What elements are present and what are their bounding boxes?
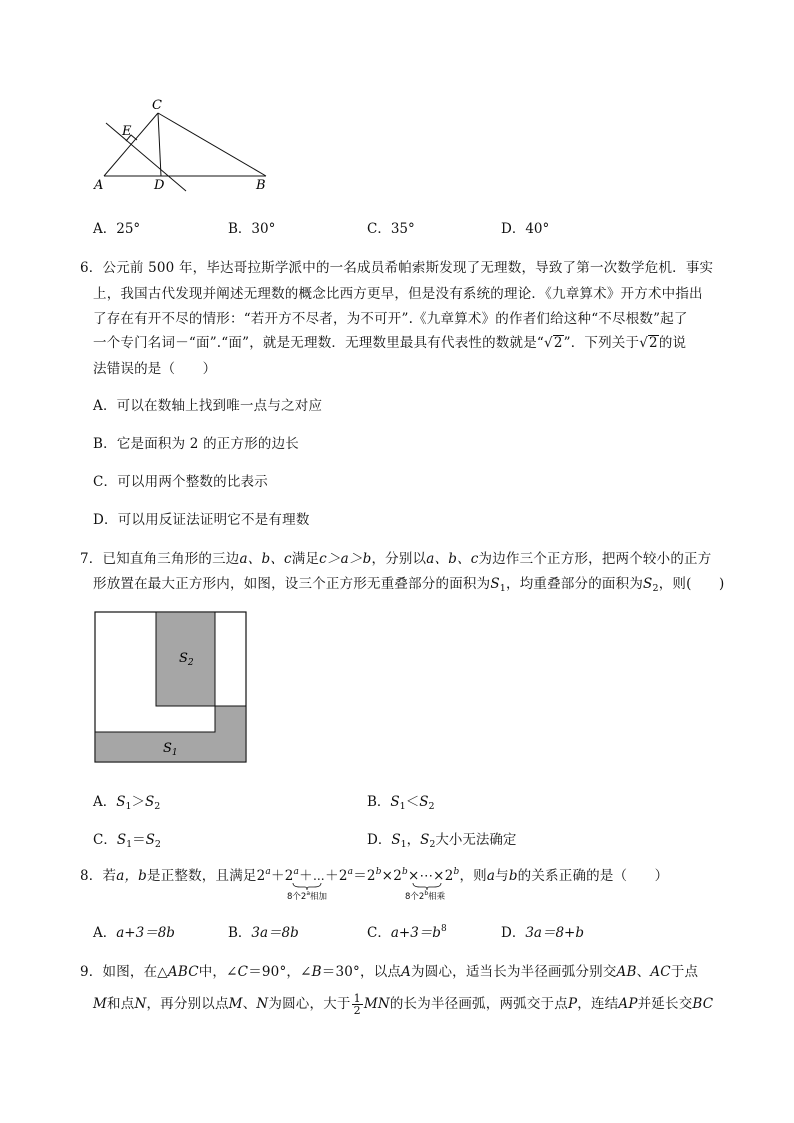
q7-text: 为边作三个正方形，把两个较小的正方 <box>478 551 712 567</box>
q8-text: 是正整数，且满足 <box>147 868 257 884</box>
var-S: S <box>391 832 401 848</box>
q8-text: 与 <box>495 868 509 884</box>
base: 2 <box>284 868 294 884</box>
exponent: b <box>453 867 460 877</box>
q8-text: 8．若 <box>80 868 117 884</box>
ellipsis: ⋯ <box>312 868 326 884</box>
var-b: b <box>508 868 518 884</box>
var-S: S <box>419 794 429 810</box>
segment-CB <box>158 113 266 176</box>
q7-text: 形放置在最大正方形内，如图，设三个正方形无重叠部分的面积为 <box>93 576 491 592</box>
var: BC <box>692 996 714 1012</box>
q7-option-b <box>367 790 435 812</box>
q9-stem-line-1 <box>80 960 698 980</box>
sqrt-symbol: √ <box>544 335 553 351</box>
var-S: S <box>390 794 400 810</box>
q6-stem-line-2: 上，我国古代发现并阐述无理数的概念比西方更早，但是没有系统的理论．《九章算术》开方术中指出 <box>93 286 703 302</box>
subscript: 2 <box>428 801 435 812</box>
q9-text: 中，∠ <box>198 964 238 980</box>
base: 2 <box>444 868 454 884</box>
relation: ＜ <box>405 794 420 810</box>
perpendicular-line-ED <box>106 123 186 191</box>
q8-text: 的关系正确的是（ ） <box>517 868 669 884</box>
times: × <box>407 868 420 884</box>
subscript: 1 <box>400 839 407 850</box>
times: × <box>381 868 394 884</box>
equals: ＝ <box>353 868 367 884</box>
var-a: a <box>486 868 496 884</box>
q9-text: 、 <box>636 964 651 980</box>
var: MN <box>363 996 390 1012</box>
q6-line4-text-c: 的说 <box>658 335 687 351</box>
q5-option-b: B．30° <box>228 221 276 237</box>
option-expr: a+3＝8b <box>116 925 175 941</box>
var: N <box>256 996 269 1012</box>
q7-inequality: c＞a＞b <box>319 551 372 567</box>
q7-stem-line-1 <box>80 547 711 567</box>
option-prefix: A． <box>93 925 117 941</box>
var: AP <box>618 996 638 1012</box>
q9-text: 为圆心，适当长为半径画弧分别交 <box>411 964 617 980</box>
subscript: 2 <box>154 839 161 850</box>
label-E: E <box>122 124 132 139</box>
q9-text: ，再分别以点 <box>146 996 229 1012</box>
var: B <box>311 964 322 980</box>
var: AB <box>616 964 637 980</box>
denominator: 2 <box>353 1004 361 1017</box>
exponent: a <box>347 867 354 877</box>
var: A <box>401 964 412 980</box>
q7-text: 7．已知直角三角形的三边 <box>80 551 240 567</box>
q9-text: ＝90°，∠ <box>248 964 312 980</box>
plus: ＋ <box>299 868 313 884</box>
q7-vars: a、b、c <box>426 551 479 567</box>
underbrace-label-product <box>405 890 445 902</box>
base: 2 <box>256 868 266 884</box>
q7-text: ，均重叠部分的面积为 <box>506 576 644 592</box>
var-S: S <box>643 576 653 592</box>
label-text: 相乘 <box>428 892 446 902</box>
label-s2: $S_2$ <box>179 651 194 668</box>
q9-text: ，连结 <box>577 996 619 1012</box>
option-exponent: 8 <box>440 924 447 934</box>
plus: ＋ <box>270 868 285 884</box>
radicand: 2 <box>649 335 658 351</box>
times: × <box>433 868 445 884</box>
option-prefix: B． <box>228 925 252 941</box>
label-text: 相加 <box>310 892 328 902</box>
q9-text: ＝30°，以点 <box>321 964 402 980</box>
base: 2 <box>393 868 402 884</box>
q8-vars: a，b <box>116 868 147 884</box>
label-sup: a <box>306 890 311 897</box>
base: 2 <box>338 868 348 884</box>
option-expr: a+3＝b <box>390 925 441 941</box>
q6-option-b: B．它是面积为 2 的正方形的边长 <box>93 436 299 452</box>
option-prefix: B． <box>367 794 391 810</box>
q9-text: 于点 <box>670 964 699 980</box>
q8-option-a <box>93 921 175 941</box>
option-prefix: A． <box>93 794 117 810</box>
var: ABC <box>167 964 199 980</box>
subscript: 2 <box>652 583 659 594</box>
q8-stem <box>80 864 668 884</box>
q6-line4-text-b: ”．下列关于 <box>563 335 640 351</box>
plus: ＋ <box>325 868 339 884</box>
q7-stem-line-2 <box>93 572 724 594</box>
q6-line4-text-a: 一个专门名词－“面”.“面”，就是无理数．无理数里最具有代表性的数就是“ <box>93 335 544 351</box>
q7-option-d: D．$S_1$，$S_2$大小无法确定 <box>367 832 517 850</box>
option-expr: 3a＝8+b <box>525 925 585 941</box>
q7-vars: a、b、c <box>239 551 292 567</box>
exponent: b <box>375 867 382 877</box>
q7-option-a <box>93 790 160 812</box>
var-S: S <box>116 794 126 810</box>
label-s1: $S_1$ <box>163 741 178 758</box>
subscript: 1 <box>399 801 406 812</box>
option-prefix: D． <box>501 925 526 941</box>
q9-text: 并延长交 <box>637 996 693 1012</box>
q8-option-d <box>501 921 584 941</box>
label-A: A <box>94 178 104 193</box>
label-sup: b <box>424 890 429 897</box>
label-D: D <box>154 178 165 193</box>
relation: ＝ <box>132 832 146 848</box>
q5-option-d: D．40° <box>501 221 550 237</box>
q6-stem-line-5: 法错误的是（ ） <box>93 361 217 377</box>
base: 2 <box>366 868 376 884</box>
q9-text: 、 <box>242 996 257 1012</box>
fraction-one-half <box>352 993 363 1016</box>
option-expr: 3a＝8b <box>251 925 299 941</box>
subscript: 1 <box>126 839 133 850</box>
q6-option-c: C．可以用两个整数的比表示 <box>93 474 268 490</box>
radicand: 2 <box>553 335 563 351</box>
numerator: 1 <box>353 992 361 1005</box>
q7-squares-figure <box>93 610 249 765</box>
label-text: 8个2 <box>405 892 425 902</box>
q6-stem-line-4 <box>93 331 686 351</box>
q6-stem-line-3: 了存在有开不尽的情形：“若开方不尽者，为不可开”.《九章算术》的作者们给这种“不尽根数”起了 <box>93 311 688 327</box>
option-text: 大小无法确定 <box>435 832 517 848</box>
exponent: b <box>401 867 408 877</box>
q7-option-c <box>93 828 161 850</box>
option-prefix: C． <box>367 925 391 941</box>
exponent: a <box>293 867 300 877</box>
ellipsis: ⋯ <box>419 868 434 884</box>
q5-option-c: C．35° <box>367 221 415 237</box>
label-C: C <box>152 98 162 113</box>
label-text: 8个2 <box>287 892 307 902</box>
var: P <box>567 996 578 1012</box>
subscript: 2 <box>154 801 161 812</box>
label-B: B <box>256 178 266 193</box>
q7-text: 满足 <box>291 551 320 567</box>
subscript: 1 <box>125 801 132 812</box>
var: M <box>93 996 108 1012</box>
var: AC <box>650 964 671 980</box>
q8-text: ，则 <box>459 868 487 884</box>
underbrace-label-sum <box>287 890 327 902</box>
option-prefix: C． <box>93 832 117 848</box>
q9-text: 和点 <box>107 996 135 1012</box>
q9-text: 为圆心，大于 <box>268 996 351 1012</box>
exponent: a <box>265 867 271 877</box>
var: C <box>237 964 249 980</box>
var-S: S <box>145 832 155 848</box>
q6-option-d: D．可以用反证法证明它不是有理数 <box>93 512 310 528</box>
var: M <box>228 996 243 1012</box>
var-S: S <box>145 794 155 810</box>
subscript: 2 <box>429 839 436 850</box>
q8-option-b <box>228 921 299 941</box>
q6-stem-line-1: 6．公元前 500 年，毕达哥拉斯学派中的一名成员希帕索斯发现了无理数，导致了第一次数学危机．事实 <box>80 260 714 276</box>
sqrt-symbol: √ <box>639 335 649 351</box>
q8-option-c <box>367 921 447 941</box>
q9-stem-line-2 <box>93 992 713 1016</box>
q9-text: 的长为半径画弧，两弧交于点 <box>389 996 568 1012</box>
var-S: S <box>490 576 500 592</box>
underbrace-sum <box>292 882 322 890</box>
q5-triangle-figure <box>90 95 280 195</box>
q7-text: ，则( ) <box>658 576 725 592</box>
q7-text: ，分别以 <box>371 551 427 567</box>
var-S: S <box>420 832 430 848</box>
segment-CD <box>158 113 161 176</box>
q5-option-a: A．25° <box>93 221 141 237</box>
underbrace-product <box>412 882 442 890</box>
relation: ＞ <box>131 794 146 810</box>
option-prefix: D． <box>367 832 392 848</box>
q6-option-a: A．可以在数轴上找到唯一点与之对应 <box>93 398 323 414</box>
var-S: S <box>116 832 127 848</box>
subscript: 1 <box>499 583 507 594</box>
var: N <box>134 996 147 1012</box>
q9-text: 9．如图，在△ <box>80 964 168 980</box>
